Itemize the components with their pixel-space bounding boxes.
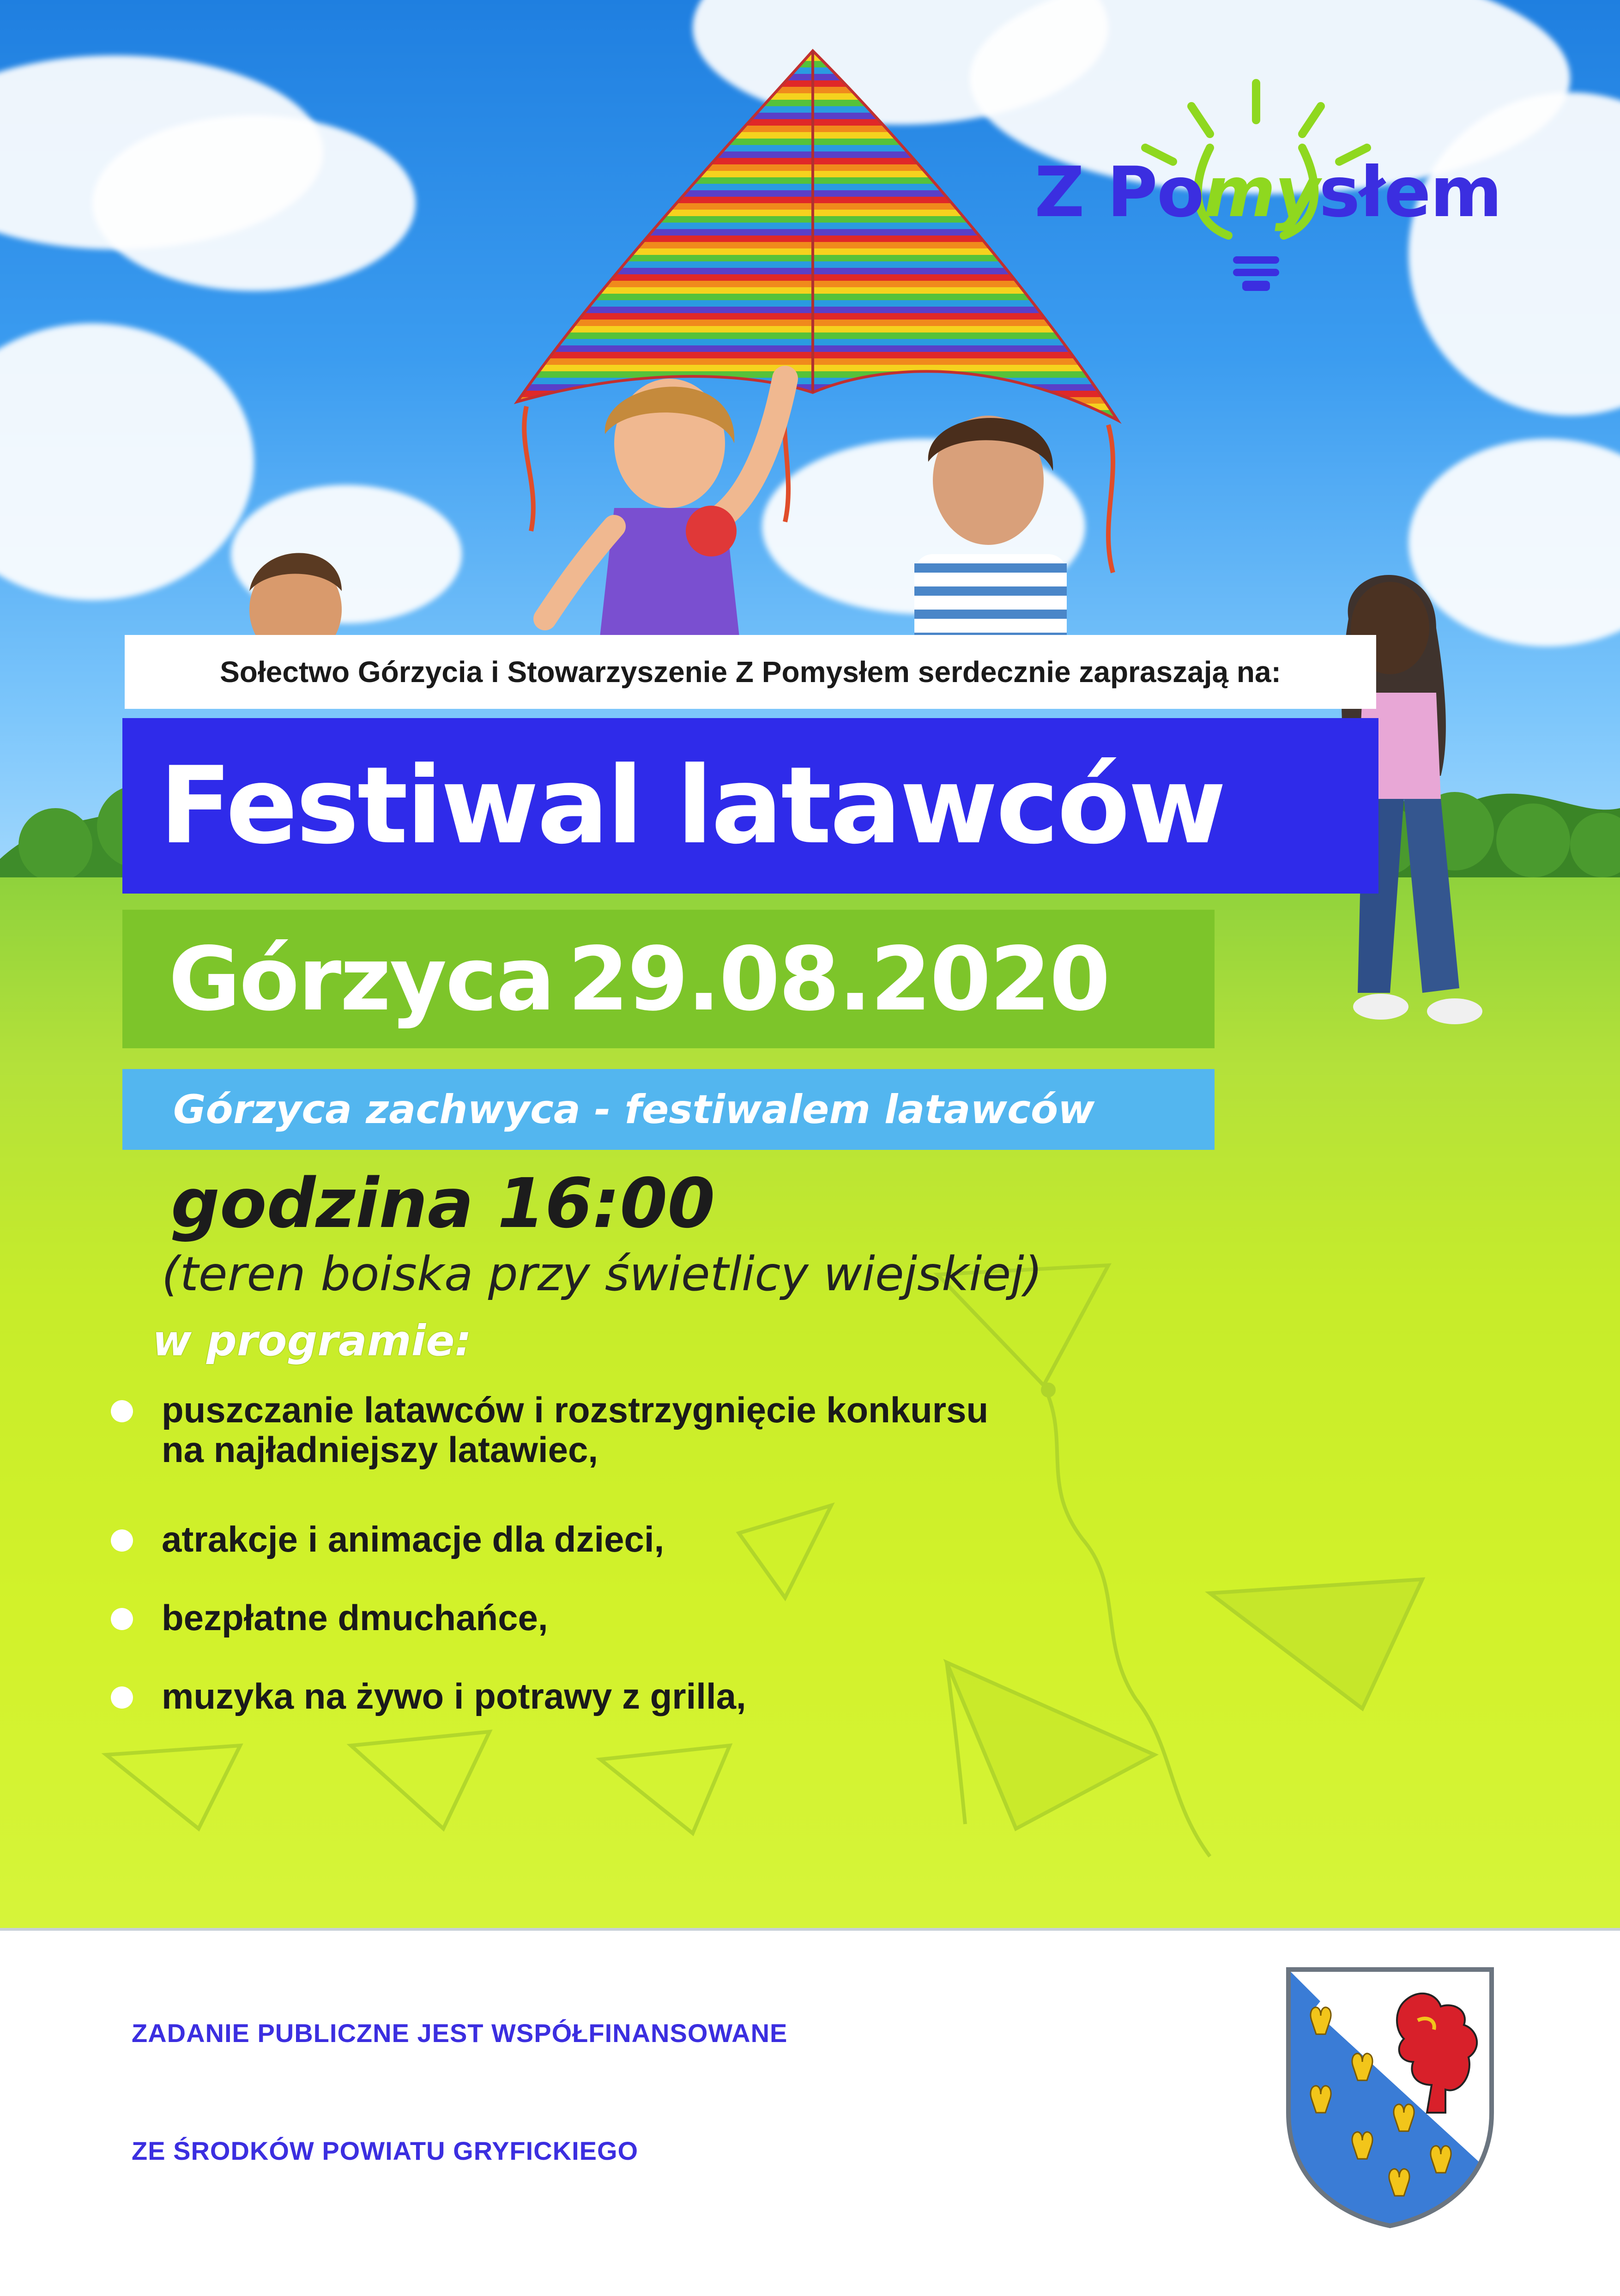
funding-note-line-1: ZADANIE PUBLICZNE JEST WSPÓŁFINANSOWANE [132,2018,788,2048]
title-banner [122,718,1378,894]
program-heading: w programie: [152,1316,472,1366]
funding-note-line-2: ZE ŚRODKÓW POWIATU GRYFICKIEGO [132,2136,639,2165]
program-item-text: muzyka na żywo i potrawy z grilla, [162,1676,746,1716]
cloud [92,115,416,291]
bullet-dot-icon [111,1686,133,1709]
list-item [106,1598,1307,1676]
event-time: godzina 16:00 [171,1164,715,1243]
list-item [106,1390,1307,1519]
event-date: 29.08.2020 [568,928,1109,1030]
invitation-banner [125,635,1376,709]
event-venue: (teren boiska przy świetlicy wiejskiej) [162,1247,1043,1302]
list-item [106,1519,1307,1598]
motto-banner [122,1069,1215,1150]
logo-wordmark: Z Pomysłem [1034,152,1502,233]
festival-title: Festiwal latawców [159,744,1225,868]
bullet-dot-icon [111,1400,133,1422]
place-date-banner [122,910,1215,1048]
invitation-text: Sołectwo Górzycia i Stowarzyszenie Z Pomysłem serdecznie zapraszają na: [220,655,1281,689]
z-pomyslem-logo [1016,69,1524,309]
motto-text: Górzyca zachwyca - festiwalem latawców [173,1086,1095,1133]
footer-divider [0,1928,1620,1931]
program-item-text: bezpłatne dmuchańce, [162,1597,548,1638]
program-item-text: atrakcje i animacje dla dzieci, [162,1519,665,1559]
place-name: Górzyca [169,928,554,1030]
program-list [106,1390,1307,1716]
bullet-dot-icon [111,1608,133,1630]
bullet-dot-icon [111,1529,133,1552]
list-item [106,1676,1307,1716]
griffin-coat-of-arms-icon [1279,1960,1501,2233]
program-item-text: na najładniejszy latawiec, [162,1429,598,1470]
program-item-text: puszczanie latawców i rozstrzygnięcie konkursu [162,1390,989,1430]
